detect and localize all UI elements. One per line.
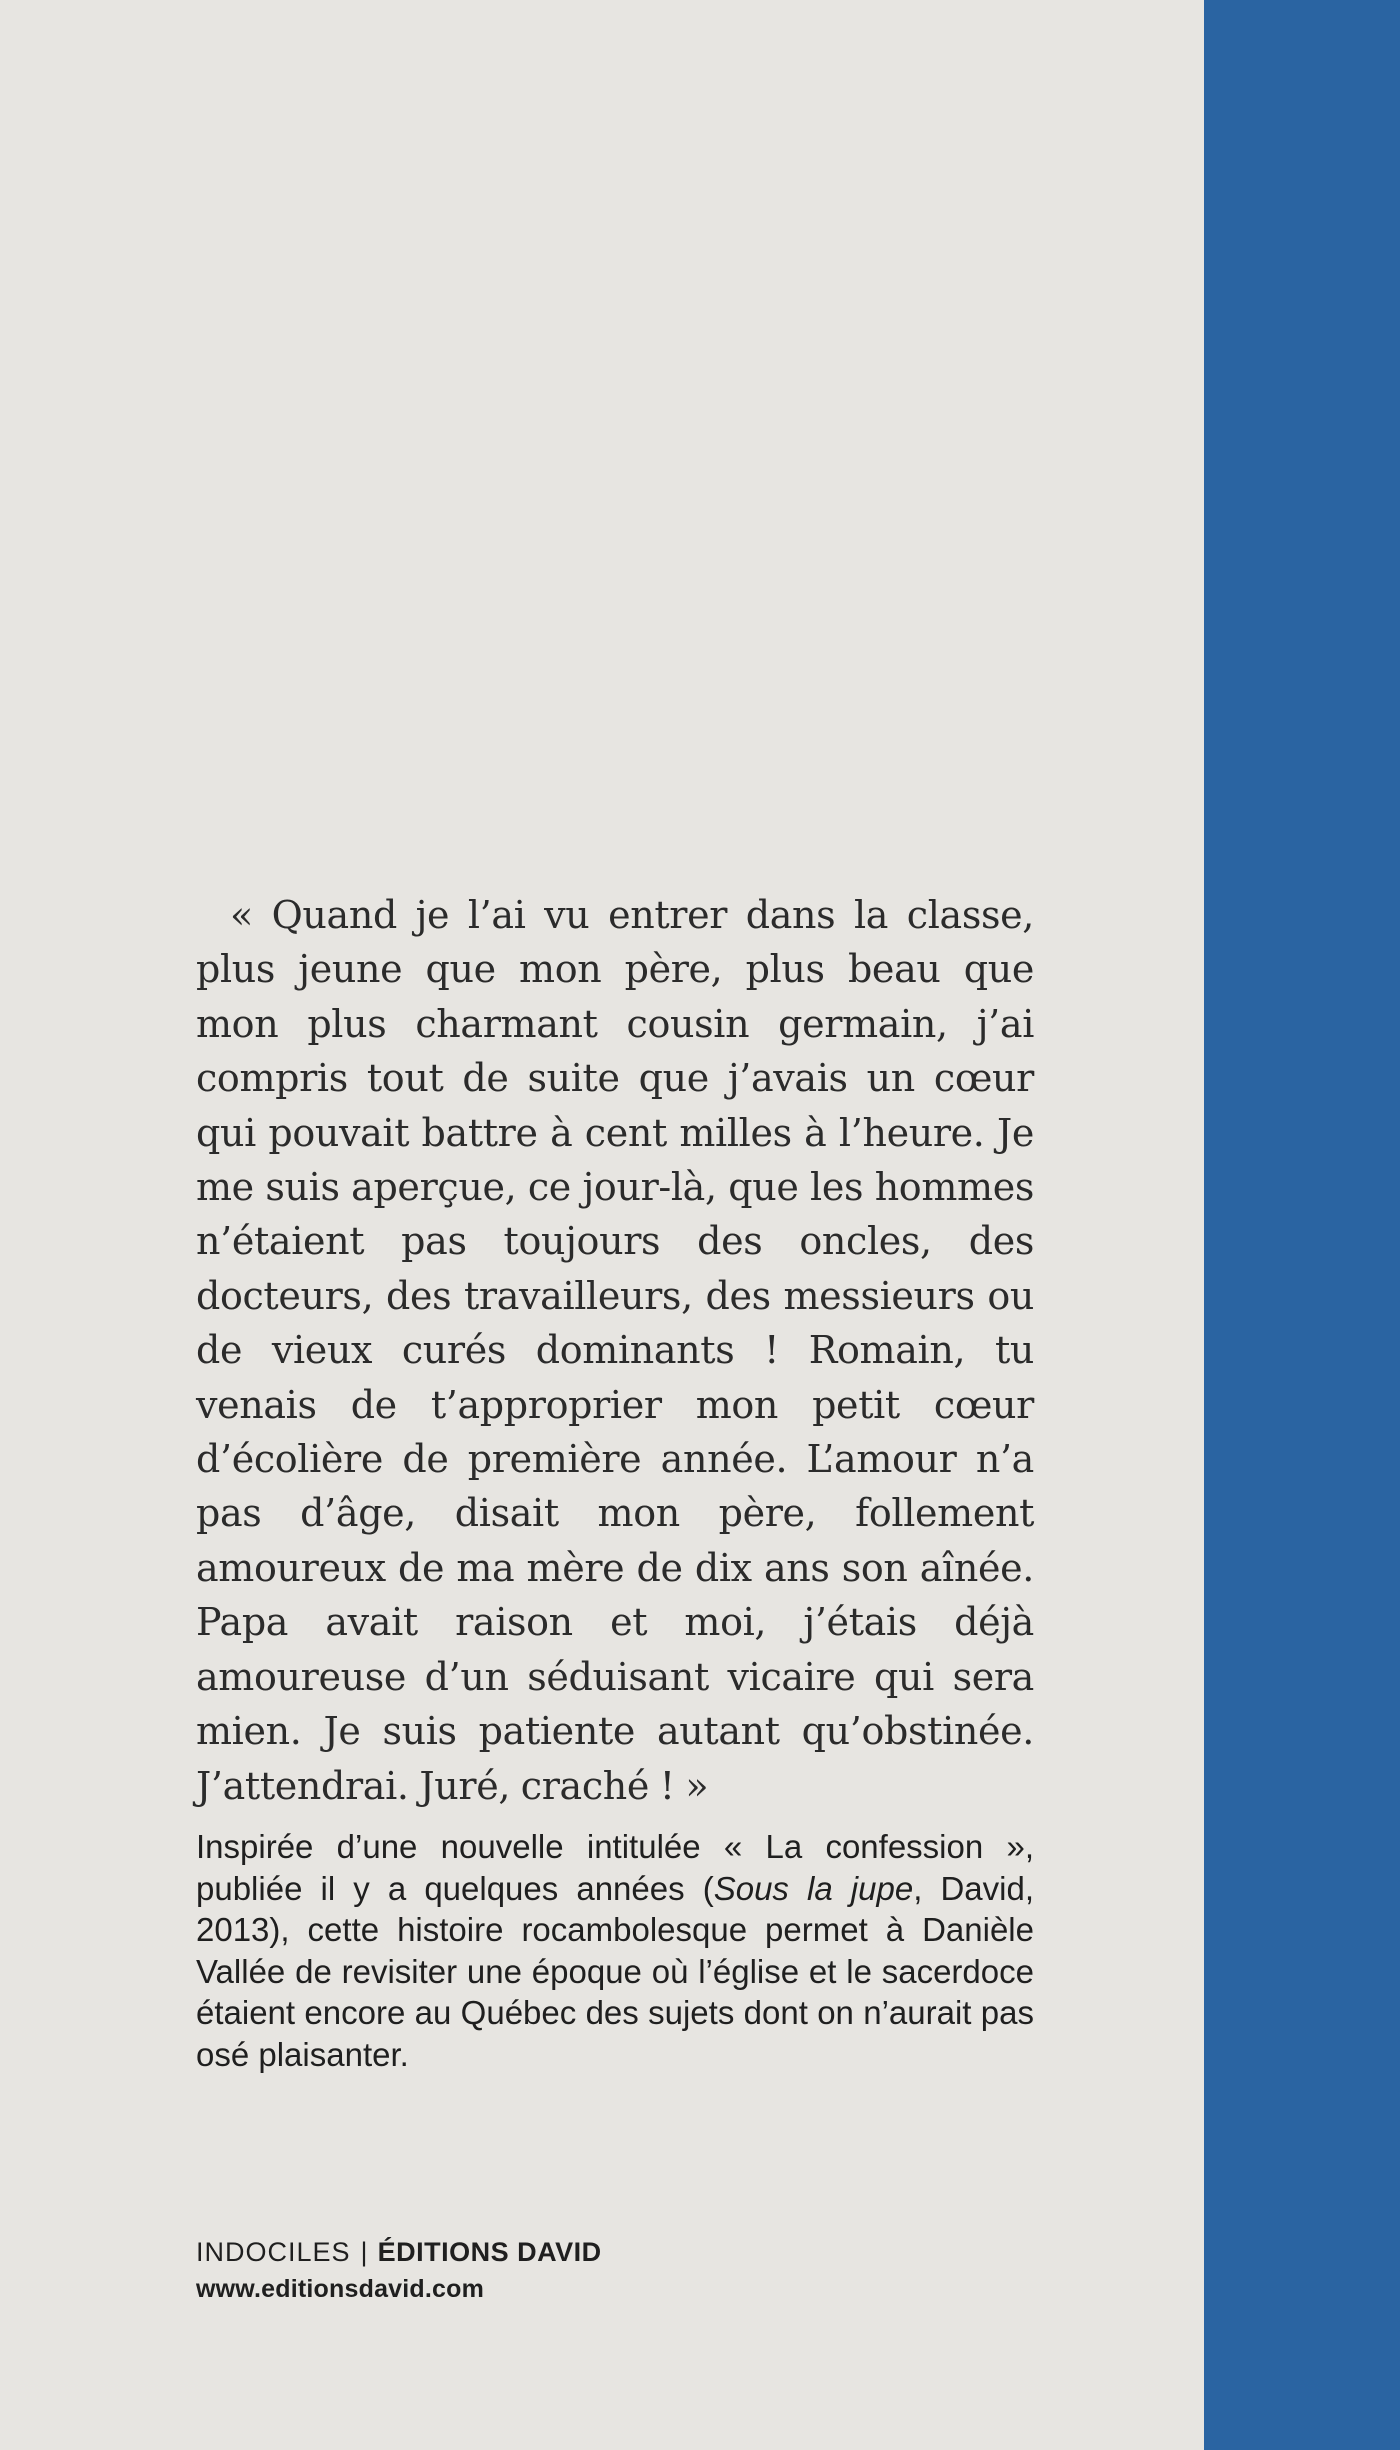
publisher-name: ÉDITIONS DAVID: [377, 2237, 602, 2267]
blurb-text-part2: , David, 2013), cette histoire rocambolesque permet à Danièle Vallée de revisiter une époque où l’église et le sacerdoce étaient encore au Québec des sujets dont on n’aurait pas osé plaisanter.: [196, 1869, 1034, 2073]
imprint-separator: |: [360, 2237, 368, 2267]
blurb-book-title: Sous la jupe: [713, 1869, 914, 1907]
publisher-website: www.editionsdavid.com: [196, 2275, 485, 2303]
blurb-text-part1: Inspirée d’une nouvelle intitulée « La confession », publiée il y a quelques années (: [196, 1828, 1034, 1907]
publisher-imprint: [196, 2235, 602, 2269]
cover-quote: « Quand je l’ai vu entrer dans la classe, plus jeune que mon père, plus beau que mon plus charmant cousin germain, j’ai compris tout de suite que j’avais un cœur qui pouvait battre à cent milles à l’heure. Je me suis aperçue, ce jour-là, que les hommes n’étaient pas toujours des oncles, des docteurs, des travailleurs, des messieurs ou de vieux curés dominants ! Romain, tu venais de t’approprier mon petit cœur d’écolière de première année. L’amour n’a pas d’âge, disait mon père, follement amoureux de ma mère de dix ans son aînée. Papa avait raison et moi, j’étais déjà amoureuse d’un séduisant vicaire qui sera mien. Je suis patiente autant qu’obstinée. J’attendrai. Juré, craché ! »: [196, 893, 1034, 1808]
cover-spine: [1204, 0, 1400, 2450]
collection-name: INDOCILES: [196, 2237, 351, 2267]
cover-blurb: [196, 1826, 1034, 2075]
